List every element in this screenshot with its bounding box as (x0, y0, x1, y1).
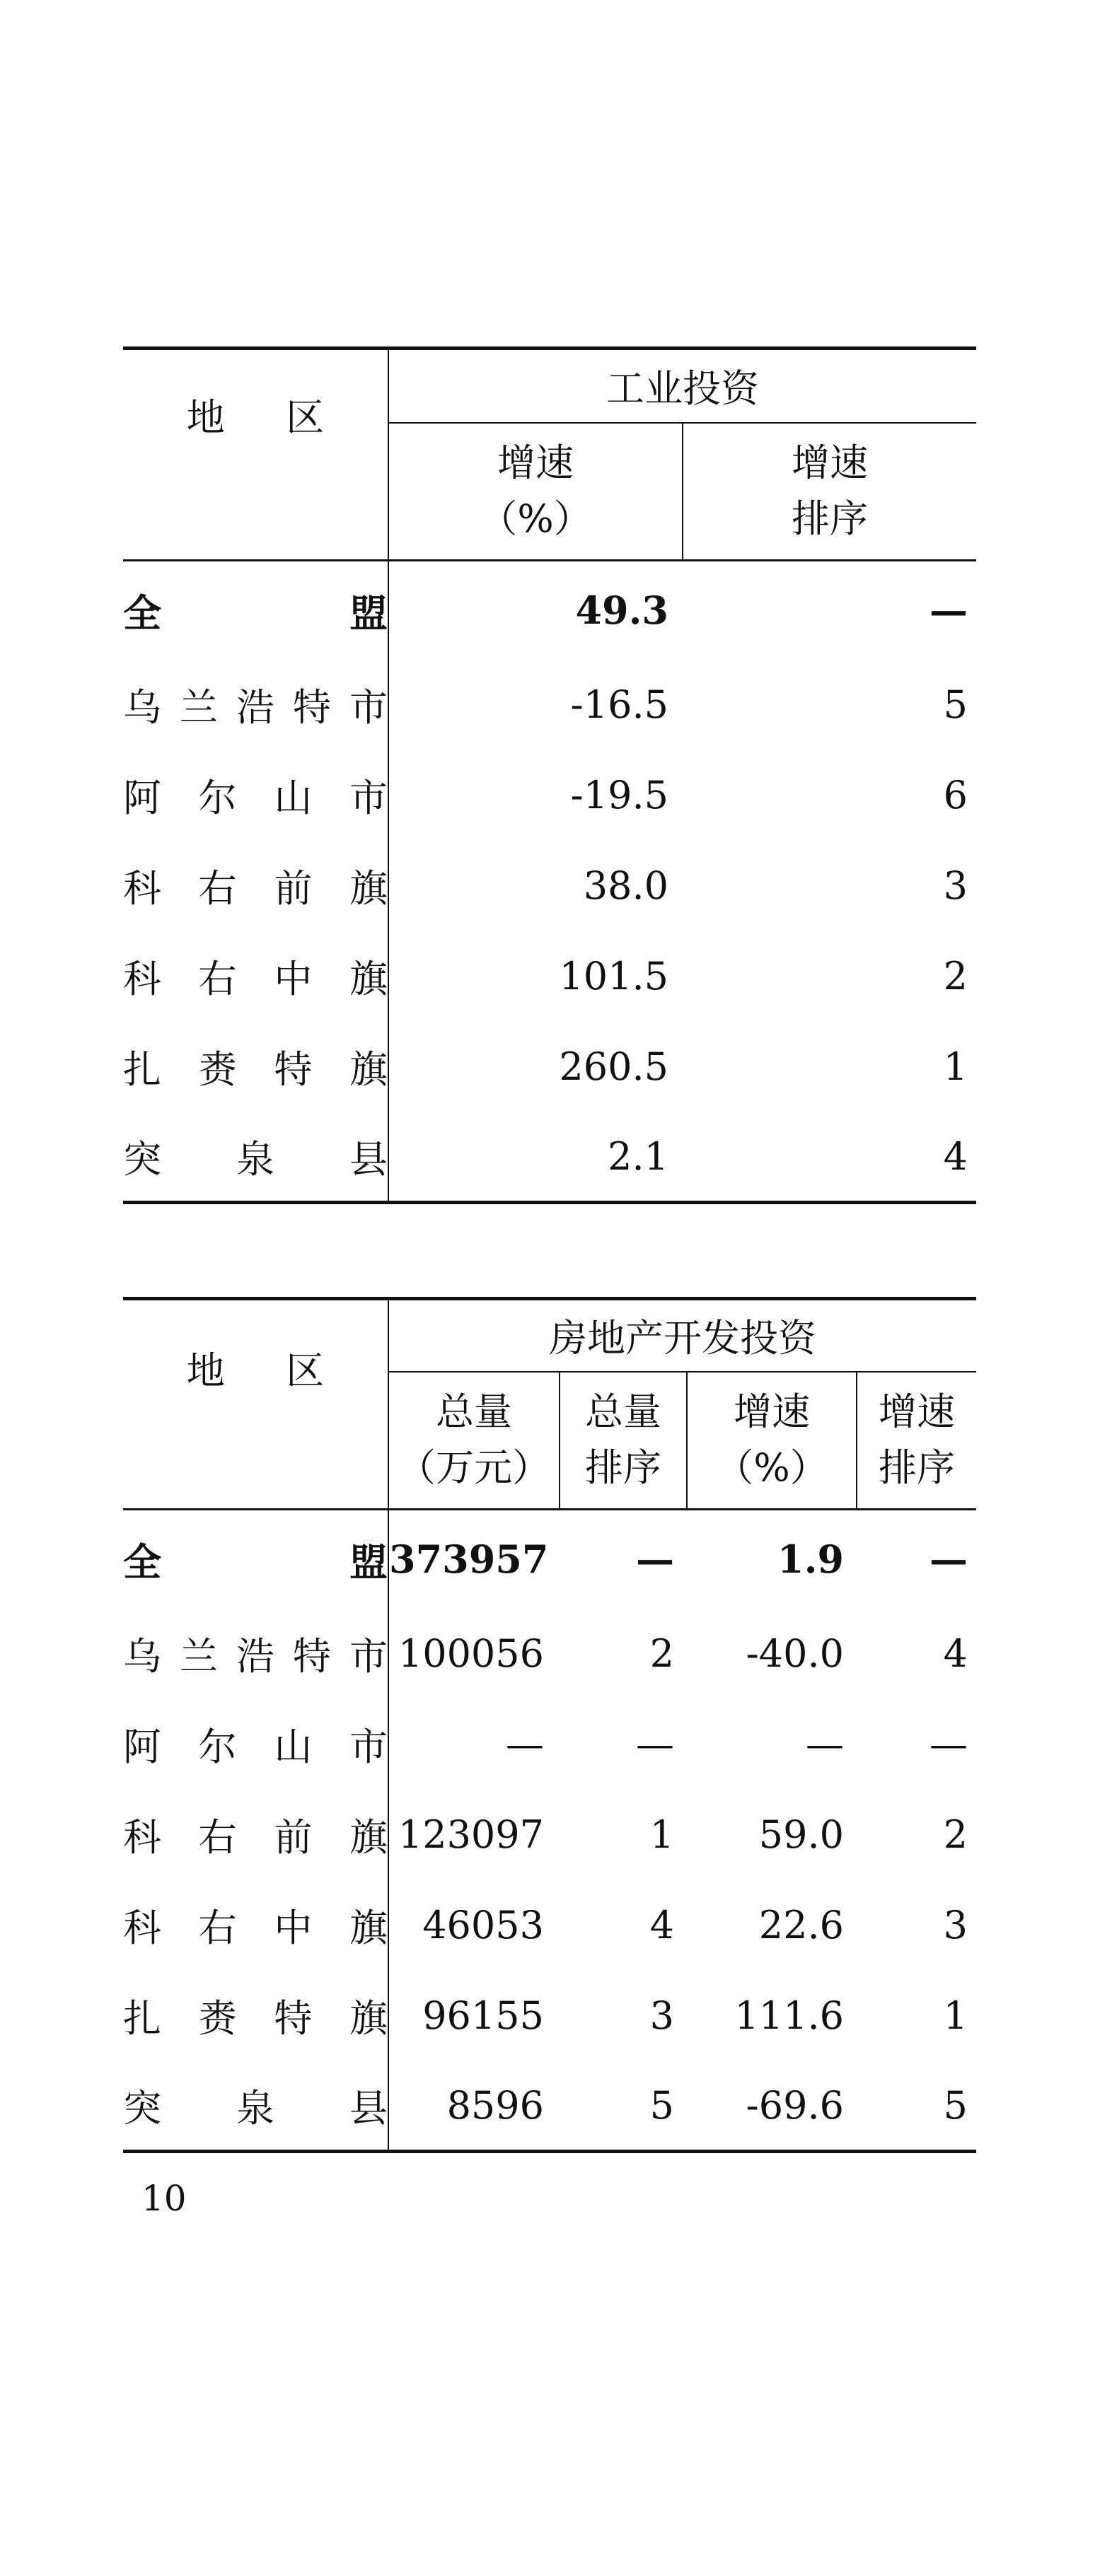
region-cell (123, 750, 388, 841)
growth-value: -16.5 (570, 682, 668, 727)
region-char: 特 (293, 685, 331, 730)
growth-rank: 5 (857, 2061, 976, 2152)
col-header-line: 排序 (585, 1445, 661, 1490)
region-char: 乌 (123, 685, 161, 730)
region-name (123, 1988, 388, 2043)
region-char: 旗 (349, 1815, 388, 1860)
region-cell (123, 561, 388, 660)
region-cell (123, 1790, 388, 1880)
region-cell (123, 931, 388, 1022)
industrial-investment-table (123, 346, 976, 1204)
region-char: 县 (349, 2085, 388, 2131)
total-rank: — (636, 1722, 674, 1766)
col-header-growth (687, 1372, 857, 1510)
region-name (123, 949, 388, 1003)
growth-rank: 3 (943, 1903, 968, 1947)
region-name (123, 583, 388, 638)
region-name (123, 1717, 388, 1771)
table-row (123, 750, 976, 841)
region-char: 扎 (123, 1047, 161, 1092)
table-body (123, 561, 976, 1203)
total-rank: — (636, 1537, 674, 1583)
region-cell (123, 1510, 388, 1609)
table-row (123, 561, 976, 660)
col-header-line: 总量 (585, 1389, 661, 1435)
region-char: 中 (274, 1906, 313, 1950)
total-value: — (506, 1722, 544, 1766)
region-char: 市 (349, 776, 388, 820)
region-char: 泉 (236, 2085, 274, 2131)
col-header-growth-rank (857, 1372, 976, 1510)
region-cell (123, 841, 388, 931)
region-cell (123, 1609, 388, 1699)
region-name (123, 1626, 388, 1681)
region-char: 特 (274, 1047, 313, 1092)
growth-value: 2.1 (388, 1112, 683, 1203)
growth-rank: 3 (943, 863, 968, 908)
region-char: 旗 (349, 1047, 388, 1092)
region-cell (123, 1112, 388, 1203)
col-header-line: （%） (479, 496, 592, 541)
col-header-line: 增速 (734, 1389, 810, 1435)
group-header: 工业投资 (388, 349, 976, 423)
region-char: 旗 (349, 957, 388, 1001)
growth-rank: — (929, 1537, 968, 1583)
growth-value: 49.3 (575, 588, 668, 634)
total-value: 100056 (398, 1631, 544, 1676)
growth-value: — (806, 1722, 844, 1766)
table-row (123, 1609, 976, 1699)
region-name (123, 858, 388, 913)
region-header-cell (123, 349, 388, 561)
table-row (123, 1790, 976, 1880)
total-value: 96155 (422, 1993, 544, 2038)
region-char: 兰 (180, 685, 218, 730)
growth-rank: 5 (943, 682, 968, 727)
region-name (123, 2078, 388, 2133)
region-char: 县 (349, 1136, 388, 1182)
region-name (123, 1532, 388, 1587)
col-header-line: 总量 (436, 1389, 512, 1435)
region-char: 前 (274, 866, 313, 911)
region-char: 尔 (198, 776, 237, 820)
region-cell (123, 1699, 388, 1790)
region-char: 科 (123, 866, 161, 911)
growth-value: 111.6 (734, 1993, 844, 2038)
region-char: 阿 (123, 776, 161, 820)
growth-rank: 2 (943, 1812, 968, 1857)
table-row (123, 1880, 976, 1971)
col-header-line: 增速 (879, 1389, 955, 1435)
region-char: 科 (123, 957, 161, 1001)
region-char: 浩 (236, 685, 274, 730)
region-cell (123, 1971, 388, 2061)
col-header-line: （%） (715, 1445, 828, 1490)
region-char: 右 (198, 1906, 237, 1950)
growth-value: 59.0 (758, 1812, 844, 1857)
region-char: 阿 (123, 1725, 161, 1769)
group-header: 房地产开发投资 (388, 1299, 976, 1372)
growth-value: -19.5 (570, 773, 668, 817)
real-estate-investment-table (123, 1297, 976, 2153)
col-header-line: 排序 (879, 1445, 955, 1490)
total-value: 8596 (388, 2061, 560, 2152)
region-header-char: 地 (186, 395, 225, 440)
region-char: 市 (349, 1725, 388, 1769)
col-header-line: 排序 (792, 496, 868, 541)
growth-value: 22.6 (758, 1903, 844, 1947)
total-rank: 4 (649, 1903, 674, 1947)
total-rank: 2 (649, 1631, 674, 1676)
growth-value: 38.0 (583, 863, 668, 908)
region-name (123, 1039, 388, 1094)
region-char: 浩 (236, 1634, 274, 1679)
growth-rank: 4 (943, 1631, 968, 1676)
table-row (123, 2061, 976, 2152)
region-cell (123, 1880, 388, 1971)
region-char: 市 (349, 1634, 388, 1679)
region-char: 突 (123, 2085, 161, 2131)
growth-rank: — (929, 1722, 968, 1766)
table-row (123, 1699, 976, 1790)
region-char: 右 (198, 1815, 237, 1860)
region-char: 全 (123, 1539, 161, 1585)
region-name (123, 1807, 388, 1862)
region-char: 全 (123, 590, 161, 636)
region-char: 旗 (349, 866, 388, 911)
table-row (123, 1510, 976, 1609)
growth-rank: 1 (943, 1044, 968, 1089)
growth-rank: 2 (943, 954, 968, 998)
region-header-char: 地 (186, 1348, 225, 1393)
growth-rank: 6 (943, 773, 968, 817)
growth-value: 260.5 (559, 1044, 668, 1089)
growth-value: 1.9 (777, 1537, 844, 1583)
table-row (123, 841, 976, 931)
table-body (123, 1510, 976, 2152)
region-name (123, 1898, 388, 1952)
region-char: 赉 (198, 1047, 237, 1092)
region-char: 赉 (198, 1996, 237, 2041)
growth-rank: — (929, 588, 968, 634)
total-value: 373957 (389, 1537, 549, 1583)
region-char: 盟 (349, 1539, 388, 1585)
region-char: 中 (274, 957, 313, 1001)
col-header-total-rank (560, 1372, 687, 1510)
col-header-line: （万元） (398, 1445, 550, 1490)
growth-value: 101.5 (559, 954, 668, 998)
region-char: 乌 (123, 1634, 161, 1679)
region-cell (123, 2061, 388, 2152)
col-header-line: 增速 (497, 441, 574, 486)
growth-value: -40.0 (746, 1631, 844, 1676)
region-char: 突 (123, 1136, 161, 1182)
col-header-total (388, 1372, 560, 1510)
region-char: 山 (274, 1725, 313, 1769)
region-cell (123, 660, 388, 750)
table-row (123, 1022, 976, 1112)
region-header-char: 区 (286, 395, 325, 440)
region-name (123, 677, 388, 732)
total-value: 46053 (422, 1903, 544, 1947)
region-char: 市 (349, 685, 388, 730)
region-char: 兰 (180, 1634, 218, 1679)
region-char: 尔 (198, 1725, 237, 1769)
table-row (123, 1971, 976, 2061)
region-char: 前 (274, 1815, 313, 1860)
region-char: 特 (274, 1996, 313, 2041)
region-header-cell (123, 1299, 388, 1510)
region-char: 盟 (349, 590, 388, 636)
total-rank: 1 (649, 1812, 674, 1857)
table-row (123, 931, 976, 1022)
region-char: 扎 (123, 1996, 161, 2041)
total-rank: 5 (560, 2061, 687, 2152)
growth-rank: 4 (683, 1112, 976, 1203)
region-char: 旗 (349, 1906, 388, 1950)
growth-value: -69.6 (687, 2061, 857, 2152)
region-name (123, 768, 388, 822)
total-rank: 3 (649, 1993, 674, 2038)
region-char: 特 (293, 1634, 331, 1679)
col-header-line: 增速 (792, 441, 868, 486)
region-char: 右 (198, 957, 237, 1001)
total-value: 123097 (398, 1812, 544, 1857)
region-char: 旗 (349, 1996, 388, 2041)
page-number: 10 (141, 2178, 187, 2219)
region-cell (123, 1022, 388, 1112)
col-header-growth (388, 423, 683, 561)
region-name (123, 1129, 388, 1184)
region-char: 右 (198, 866, 237, 911)
region-header-char: 区 (286, 1348, 325, 1393)
table-row (123, 1112, 976, 1203)
region-char: 科 (123, 1906, 161, 1950)
table-row (123, 660, 976, 750)
region-char: 科 (123, 1815, 161, 1860)
growth-rank: 1 (943, 1993, 968, 2038)
col-header-rank (683, 423, 976, 561)
region-char: 山 (274, 776, 313, 820)
region-char: 泉 (236, 1136, 274, 1182)
